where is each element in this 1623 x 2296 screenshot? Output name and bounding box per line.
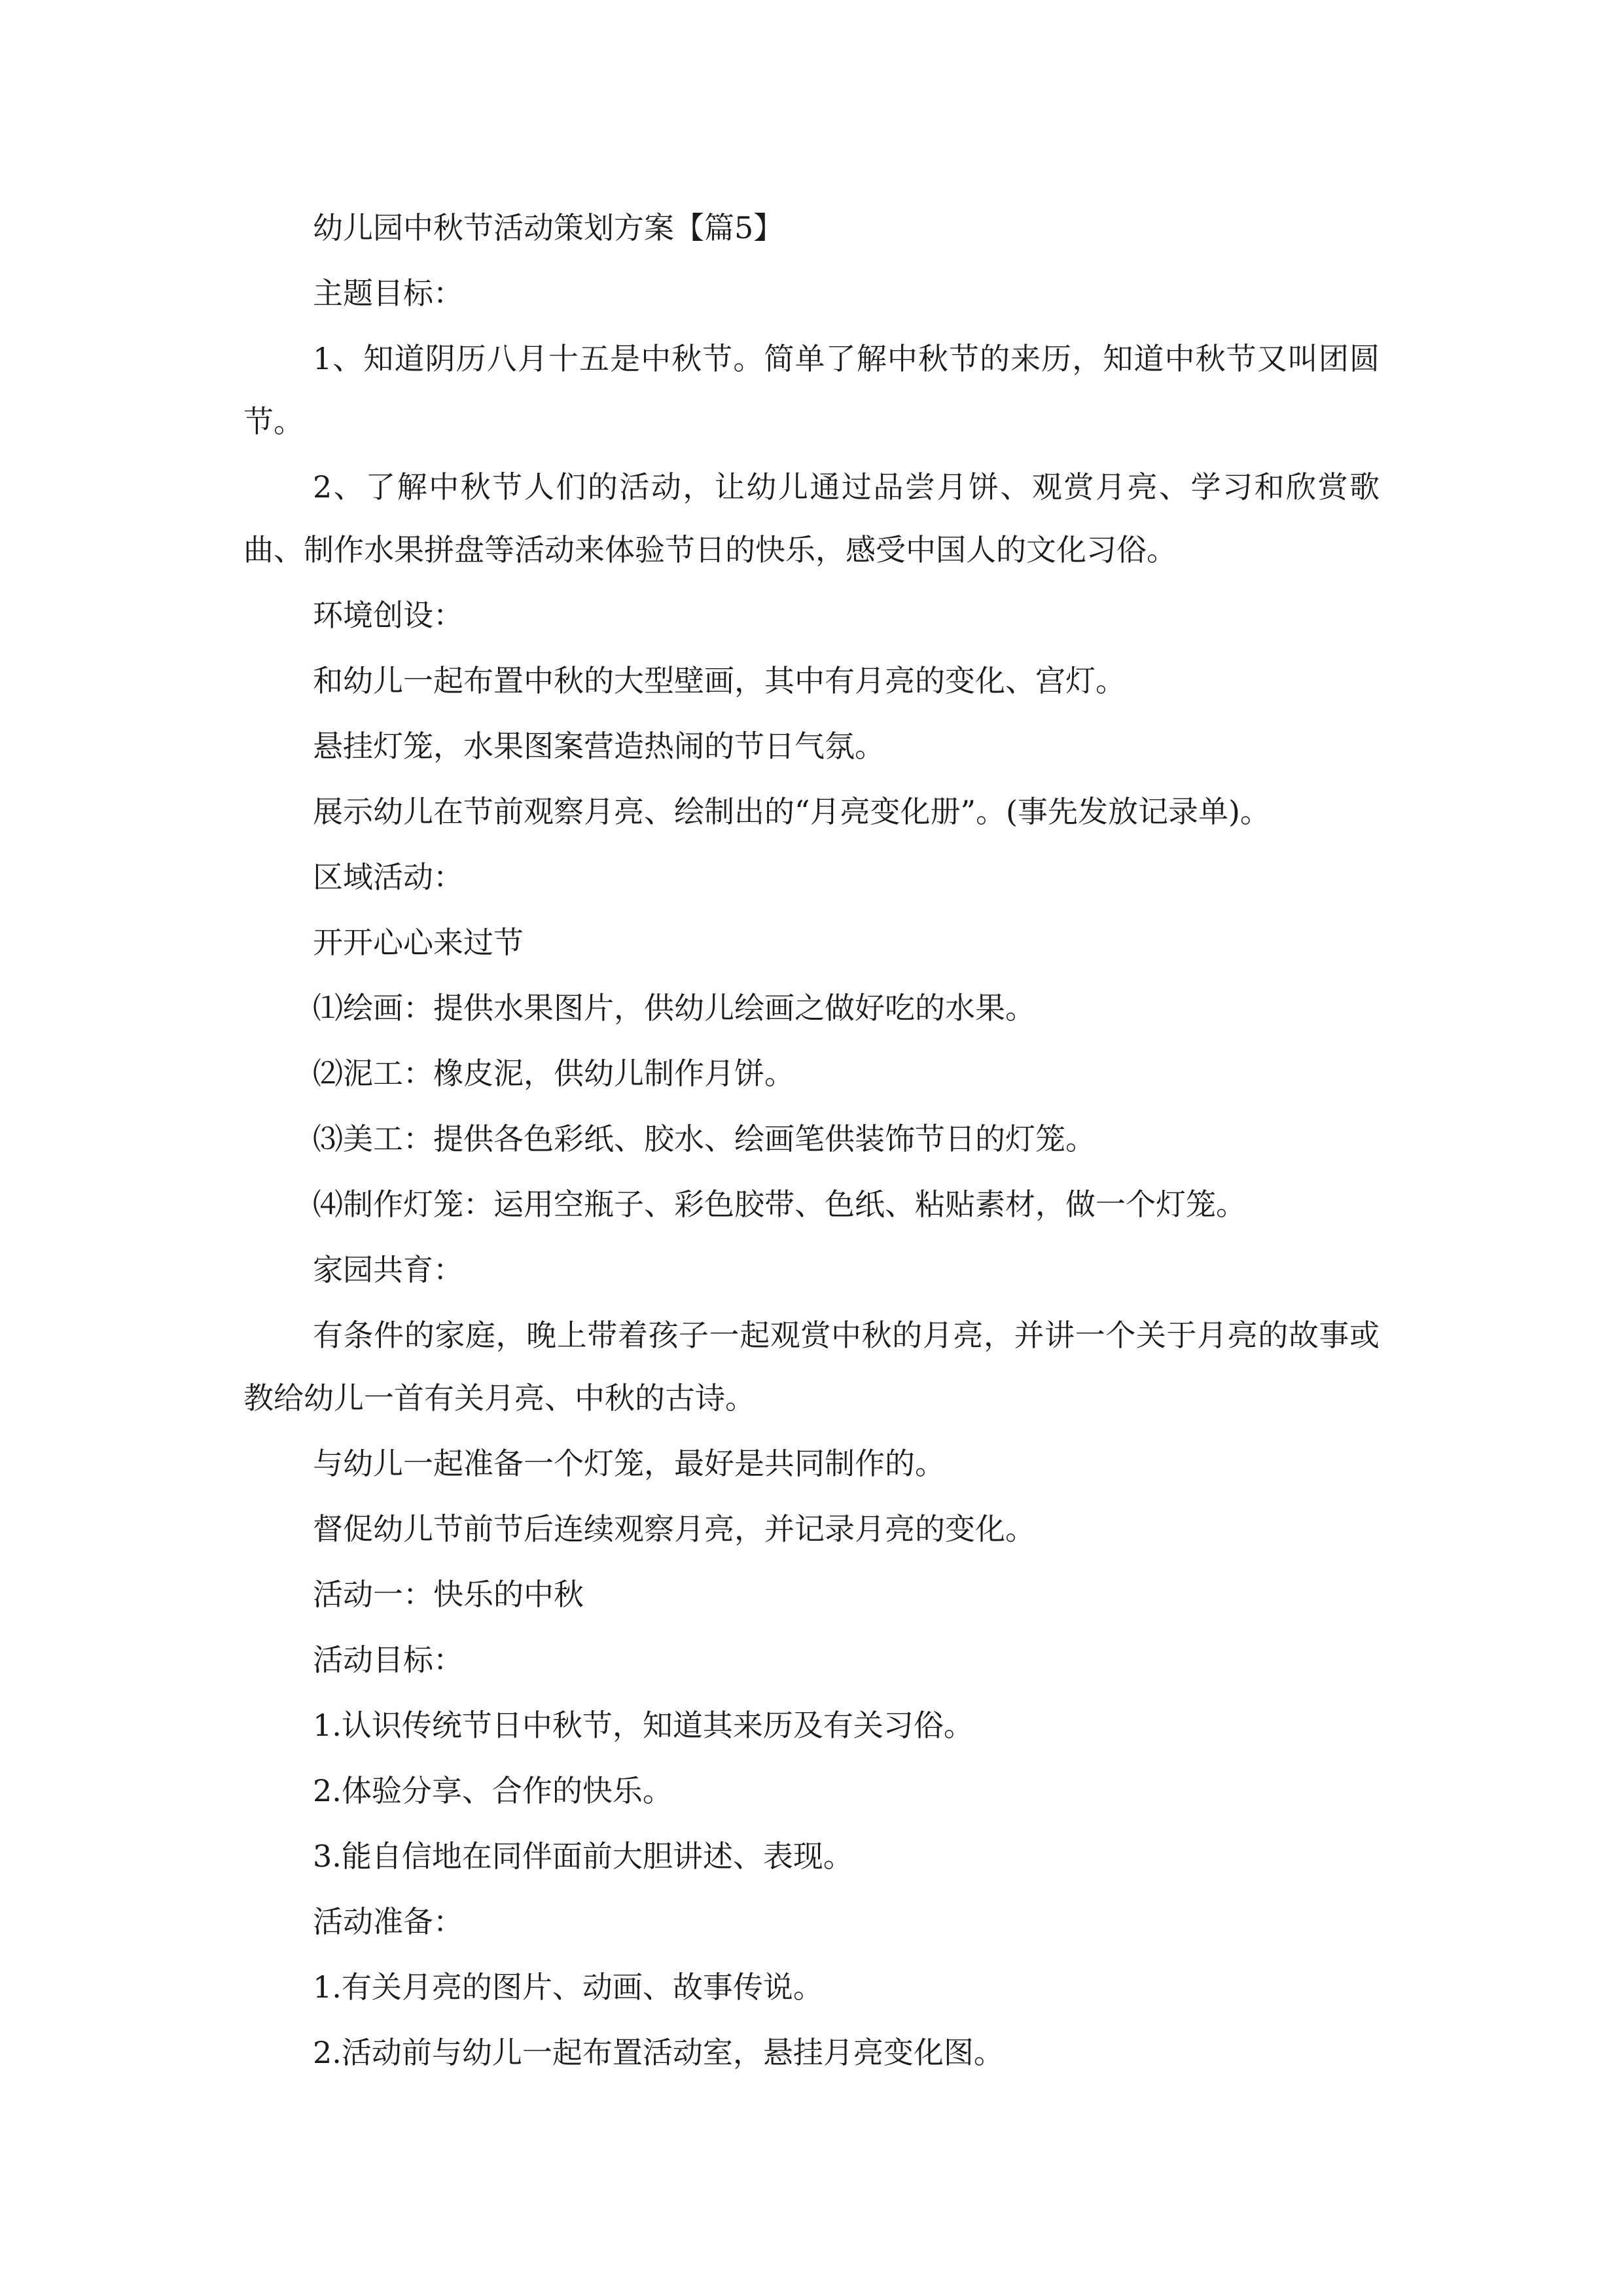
area-activity-title: 开开心心来过节 xyxy=(313,925,524,960)
home-school-item-2: 与幼儿一起准备一个灯笼，最好是共同制作的。 xyxy=(313,1446,945,1481)
section-heading-theme-goals: 主题目标： xyxy=(313,276,463,311)
subheading-activity-preparation: 活动准备： xyxy=(313,1904,463,1939)
preparation-item-2: 2.活动前与幼儿一起布置活动室，悬挂月亮变化图。 xyxy=(313,2035,1004,2070)
home-school-item-3: 督促幼儿节前节后连续观察月亮，并记录月亮的变化。 xyxy=(313,1511,1035,1547)
area-activity-item-3: ⑶美工：提供各色彩纸、胶水、绘画笔供装饰节日的灯笼。 xyxy=(313,1121,1096,1157)
section-heading-environment: 环境创设： xyxy=(313,598,463,633)
environment-item-3: 展示幼儿在节前观察月亮、绘制出的“月亮变化册”。(事先发放记录单)。 xyxy=(313,794,1270,829)
environment-item-2: 悬挂灯笼，水果图案营造热闹的节日气氛。 xyxy=(313,728,885,764)
document-title: 幼儿园中秋节活动策划方案【篇5】 xyxy=(313,210,784,245)
section-heading-area-activities: 区域活动： xyxy=(313,859,463,895)
area-activity-item-4: ⑷制作灯笼：运用空瓶子、彩色胶带、色纸、粘贴素材，做一个灯笼。 xyxy=(313,1187,1246,1222)
activity-goal-item-1: 1.认识传统节日中秋节，知道其来历及有关习俗。 xyxy=(313,1708,974,1743)
goal-item-1: 1、知道阴历八月十五是中秋节。简单了解中秋节的来历，知道中秋节又叫团圆节。 xyxy=(243,341,1380,439)
area-activity-item-1: ⑴绘画：提供水果图片，供幼儿绘画之做好吃的水果。 xyxy=(313,990,1035,1026)
section-heading-activity-one: 活动一：快乐的中秋 xyxy=(313,1577,584,1612)
goal-item-2: 2、了解中秋节人们的活动，让幼儿通过品尝月饼、观赏月亮、学习和欣赏歌曲、制作水果拼盘等活动来体验节日的快乐，感受中国人的文化习俗。 xyxy=(243,469,1380,567)
activity-goal-item-2: 2.体验分享、合作的快乐。 xyxy=(313,1773,673,1808)
subheading-activity-goals: 活动目标： xyxy=(313,1642,463,1677)
document-body xyxy=(243,196,1380,2087)
environment-item-1: 和幼儿一起布置中秋的大型壁画，其中有月亮的变化、宫灯。 xyxy=(313,663,1126,698)
section-heading-home-school: 家园共育： xyxy=(313,1252,463,1287)
preparation-item-1: 1.有关月亮的图片、动画、故事传说。 xyxy=(313,1969,823,2005)
area-activity-item-2: ⑵泥工：橡皮泥，供幼儿制作月饼。 xyxy=(313,1056,794,1091)
home-school-item-1: 有条件的家庭，晚上带着孩子一起观赏中秋的月亮，并讲一个关于月亮的故事或教给幼儿一首有关月亮、中秋的古诗。 xyxy=(243,1318,1380,1416)
activity-goal-item-3: 3.能自信地在同伴面前大胆讲述、表现。 xyxy=(313,1839,853,1874)
